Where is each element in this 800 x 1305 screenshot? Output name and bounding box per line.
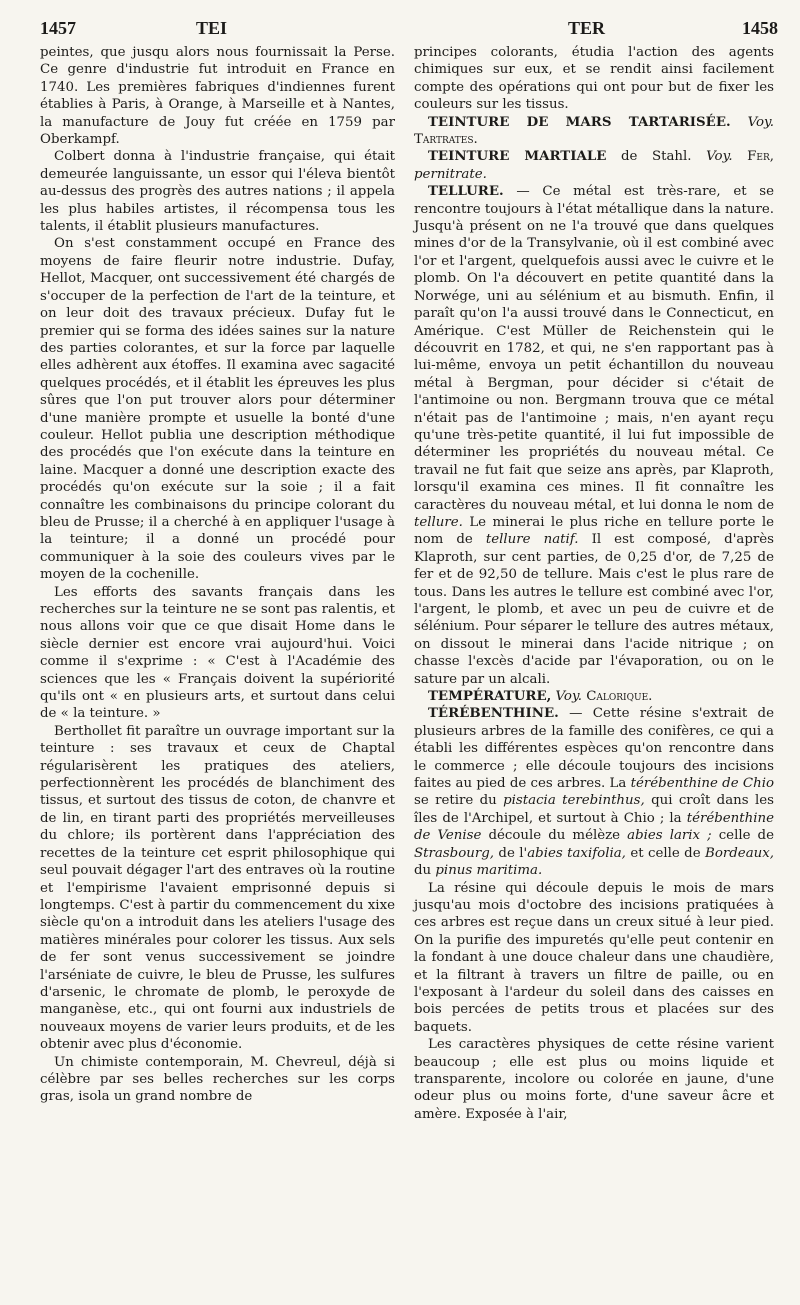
entry-text: Il est composé, d'après Klaproth, sur cent parties, de 0,25 d'or, de 7,25 de fer et de 92,50 de tellure. Mais c'est le plus rare de tous. Dans les autres le tellure est combiné avec l'or, l'argent, le plomb, et avec un peu de cuivre et de sélénium. Pour séparer le tellure des autres métaux, on dissout le minerai dans l'acide nitrique ; on chasse l'excès d'acide par l'évaporation, ou on le sature par un alcali. — [414, 532, 774, 687]
term: tellure. — [414, 514, 463, 530]
paragraph: Colbert donna à l'industrie française, qui était demeurée languissante, un essor qui l'éleva bientôt au-dessus des progrès des autres nations ; il appela les plus habiles artistes, il récompensa tous les talents, il établit plusieurs manufactures. — [40, 149, 395, 235]
entry-text: découle du mélèze — [481, 828, 628, 844]
entry-text: et celle de — [625, 845, 706, 861]
paragraph: peintes, que jusqu alors nous fournissait la Perse. Ce genre d'industrie fut introduit en France en 1740. Les premières fabriques d'indiennes furent établies à Paris, à Orange, à Marseille et à Nantes, la manufacture de Jouy fut créée en 1759 par Oberkampf. — [40, 45, 395, 148]
see-also: Voy. — [555, 689, 582, 705]
keyword-right: TER — [568, 18, 606, 38]
paragraph: principes colorants, étudia l'action des agents chimiques sur eux, et se rendit ainsi facilement compte des opérations qui ont pour but de fixer les couleurs sur les tissus. — [414, 45, 774, 113]
paragraph: Un chimiste contemporain, M. Chevreul, déjà si célèbre par ses belles recherches sur les corps gras, isola un grand nombre de — [40, 1054, 395, 1105]
entry-headword: TÉRÉBENTHINE. — [428, 705, 559, 722]
page-number-left: 1457 — [40, 18, 76, 38]
entry-terebenthine — [414, 705, 774, 879]
entry-text: — Ce métal est très-rare, et se rencontre toujours à l'état métallique dans la nature. Jusqu'à présent on ne l'a trouvé que dans quelques mines d'or de la Transylvanie, où il est combiné avec l'or et l'argent, quelquefois aussi avec le cuivre et le plomb. On l'a découvert en petite quantité dans la Norwége, uni au sélénium et au bismuth. Enfin, il paraît qu'on l'a aussi trouvé dans le Connecticut, en Amérique. C'est Müller de Reichenstein qui le découvrit en 1782, et qui, ne s'en rapportant pas à lui-même, envoya un petit échantillon du nouveau métal à Bergman, pour décider si c'était de l'antimoine ou non. Bergmann trouva que ce métal n'était pas de l'antimoine ; mais, n'en ayant reçu qu'une très-petite quantité, il lui fut impossible de déterminer les propriétés du nouveau métal. Ce travail ne fut fait que seize ans après, par Klaproth, lorsqu'il examina ces mines. Il fit connaître les caractères du nouveau métal, et lui donna le nom de — [414, 184, 774, 513]
page-number-right: 1458 — [742, 18, 778, 38]
term: térébenthine de Venise — [414, 810, 774, 844]
cross-reference: Fer, — [747, 149, 775, 165]
entry-text: celle de — [711, 828, 774, 844]
entry-text: du — [414, 863, 436, 879]
paragraph: La résine qui découle depuis le mois de mars jusqu'au mois d'octobre des incisions pratiquées à ces arbres est reçue dans un creux situé à leur pied. On la purifie des impuretés qu'elle peut contenir en la fondant à une douce chaleur dans une chaudière, et la filtrant à travers un filtre de paille, ou en l'exposant à l'ardeur du soleil dans des caisses en bois percées de petits trous et placées sur des baquets. — [414, 880, 774, 1035]
keyword-left: TEI — [196, 18, 228, 38]
entry-text: — Cette résine s'extrait de plusieurs arbres de la famille des conifères, ce qui a établi les différentes espèces qu'on rencontre dans le commerce ; elle découle toujours des incisions faites au pied de ces arbres. La — [414, 706, 774, 792]
cross-reference: Tartrates. — [414, 132, 478, 148]
paragraph: On s'est constamment occupé en France des moyens de faire fleurir notre industrie. Dufay, Hellot, Macquer, ont successivement été chargés de s'occuper de la perfection de l'art de la teinture, et on leur doit des travaux précieux. Dufay fut le premier qui se forma des idées saines sur la nature des parties colorantes, et sur la force par laquelle elles adhèrent aux étoffes. Il examina avec sagacité quelques procédés, et il établit les épreuves les plus sûres que l'on put trouver alors pour déterminer d'une manière prompte et usuelle la bonté d'une couleur. Hellot publia une description méthodique des procédés que l'on exécute dans la teinture en laine. Macquer a donné une description exacte des procédés qu'on exécute sur la soie ; il a fait connaître les combinaisons du principe colorant du bleu de Prusse; il a cherché à en appliquer l'usage à la teinture; il a donné un procédé pour communiquer à la soie des couleurs vives par le moyen de la cochenille. — [40, 236, 395, 583]
term: tellure natif. — [485, 532, 579, 548]
term: térébenthine de Chio — [630, 776, 774, 792]
term: Bordeaux, — [705, 845, 775, 861]
left-column — [40, 44, 395, 1106]
entry-temperature — [414, 688, 774, 705]
paragraph: Les efforts des savants français dans les recherches sur la teinture ne se sont pas ralentis, et nous allons voir que ce que disait Home dans le siècle dernier est encore vrai aujourd'hui. Voici comme il s'exprime : « C'est à l'Académie des sciences que les « Français doivent la supériorité qu'ils ont « en plusieurs arts, et surtout dans celui de « la teinture. » — [40, 584, 395, 722]
entry-headword: TEINTURE DE MARS TARTARISÉE. — [428, 113, 731, 130]
term: abies taxifolia, — [527, 845, 626, 861]
running-header — [40, 18, 778, 46]
entry-teinture-martiale — [414, 148, 774, 183]
term: Strasbourg, — [414, 845, 495, 861]
entry-headword: TELLURE. — [428, 183, 504, 200]
entry-headword: TEINTURE MARTIALE — [428, 148, 607, 165]
entry-text: de Stahl. — [620, 149, 692, 165]
entry-headword: TEMPÉRATURE, — [428, 688, 552, 705]
right-column — [414, 44, 774, 1123]
paragraph: Les caractères physiques de cette résine varient beaucoup ; elle est plus ou moins liquide et transparente, incolore ou colorée en jaune, d'une odeur plus ou moins forte, d'une saveur âcre et amère. Exposée à l'air, — [414, 1037, 774, 1122]
cross-reference-sub: pernitrate. — [414, 166, 487, 182]
see-also: Voy. — [706, 149, 733, 165]
paragraph: Berthollet fit paraître un ouvrage important sur la teinture : ses travaux et ceux de Chaptal régularisèrent les pratiques des ateliers, perfectionnèrent les procédés de blanchiment des tissus, et surtout des tissus de coton, de chanvre et de lin, en tirant parti des propriétés merveilleuses du chlore; ils portèrent dans l'appréciation des recettes de la teinture cet esprit philosophique qui seul pouvait dégager l'art des entraves où la routine et l'empirisme l'avaient emprisonné depuis si longtemps. C'est à partir du commencement du xixe siècle qu'on a introduit dans les ateliers l'usage des matières minérales pour colorer les tissus. Aux sels de fer sont venus successivement se joindre l'arséniate de cuivre, le bleu de Prusse, les sulfures d'arsenic, le chromate de plomb, le peroxyde de manganèse, etc., qui ont fourni aux industriels de nouveaux moyens de varier leurs produits, et de les obtenir avec plus d'économie. — [40, 723, 395, 1053]
entry-text: de l' — [494, 845, 528, 861]
entry-text: Le minerai le plus riche en tellure porte le nom de — [414, 514, 774, 548]
entry-tellure — [414, 183, 774, 688]
see-also: Voy. — [747, 114, 775, 130]
entry-text: qui croît dans les îles de l'Archipel, et surtout à Chio ; la — [414, 793, 774, 826]
term: abies larix ; — [627, 828, 712, 844]
term: pistacia terebinthus, — [503, 793, 645, 809]
cross-reference: Calorique. — [586, 689, 653, 705]
entry-text: se retire du — [414, 793, 504, 809]
entry-teinture-mars — [414, 114, 774, 149]
term: pinus maritima. — [435, 863, 543, 879]
